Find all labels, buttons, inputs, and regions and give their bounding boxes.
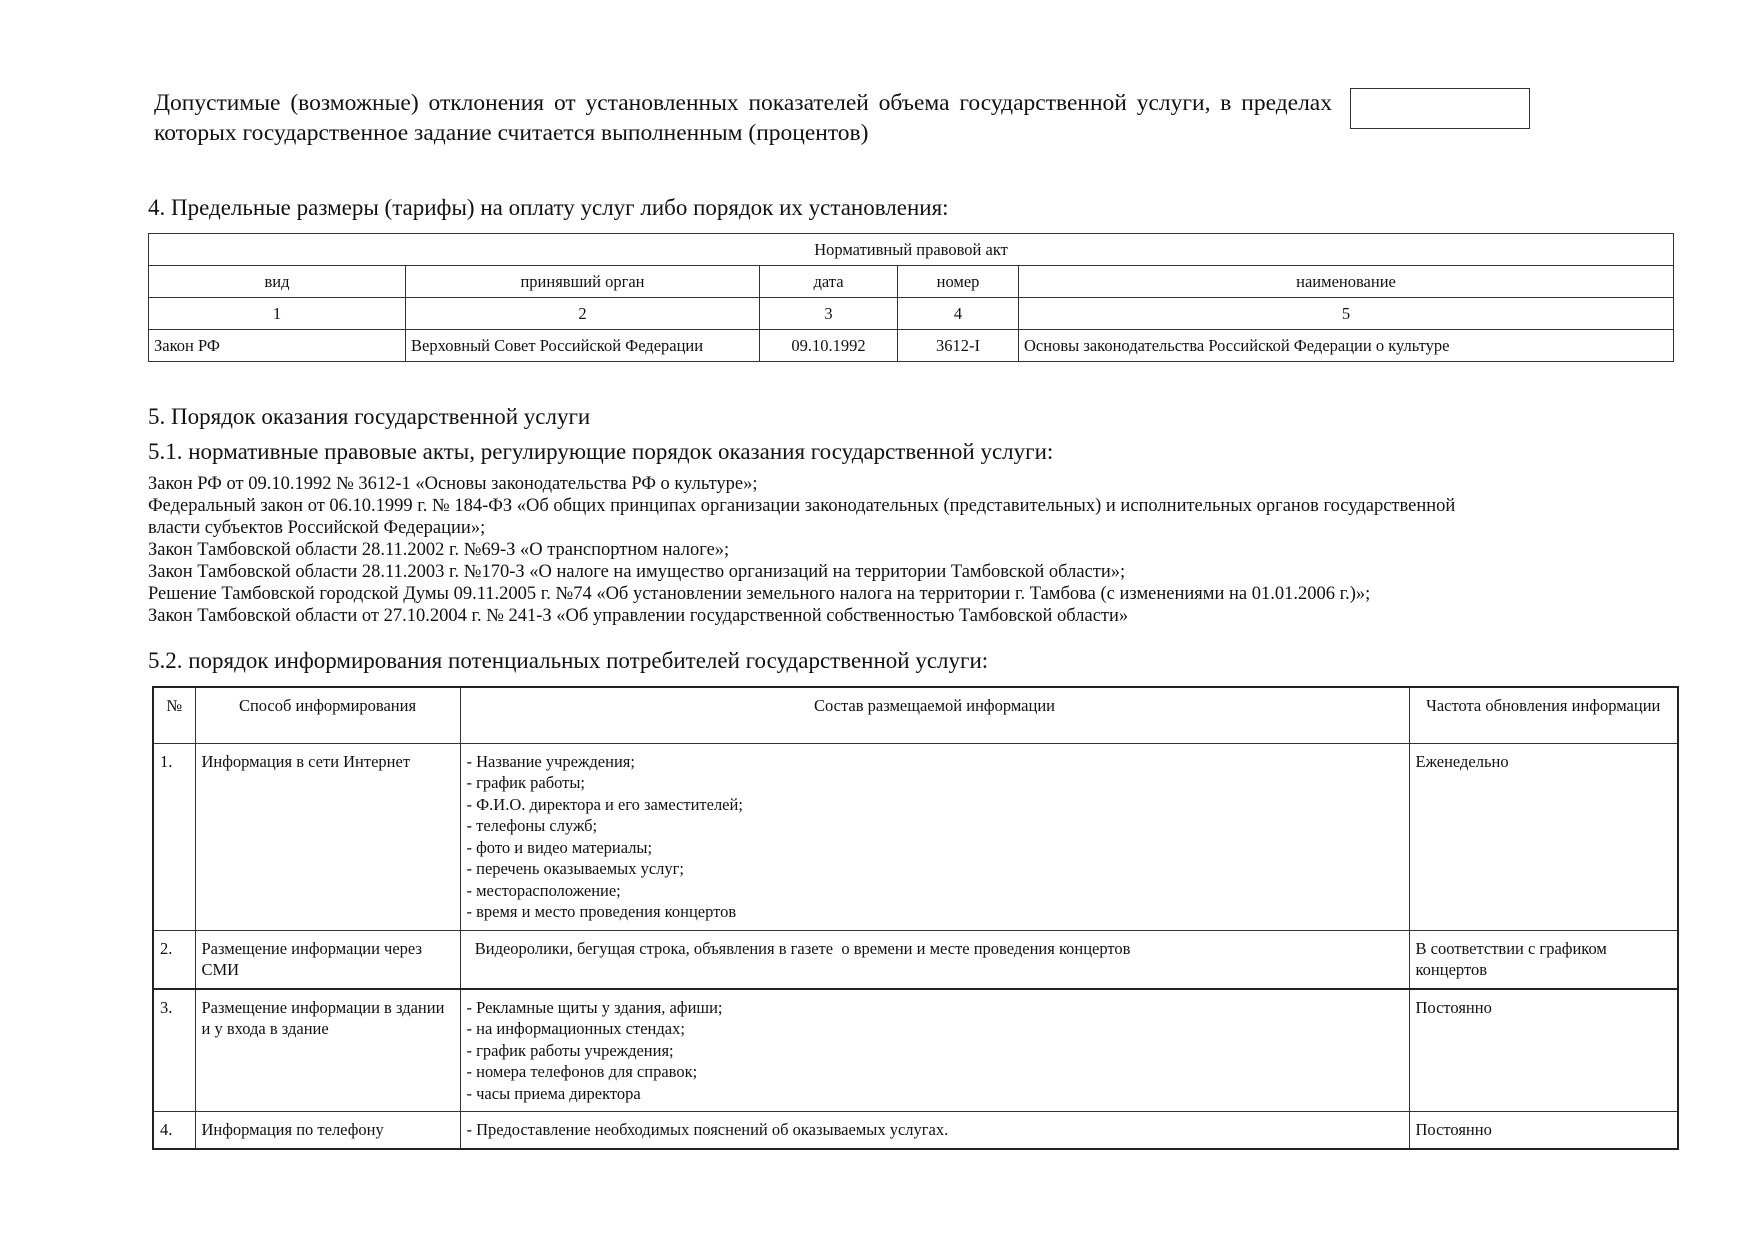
- content-line: - Предоставление необходимых пояснений об оказываемых услугах.: [466, 1120, 949, 1139]
- information-table: [152, 686, 1679, 1150]
- content-line: - перечень оказываемых услуг;: [466, 859, 685, 878]
- info-row-number: 4.: [153, 1112, 195, 1149]
- table-row: [153, 743, 1678, 930]
- legal-act-line: Закон Тамбовской области 28.11.2002 г. №69-З «О транспортном налоге»;: [148, 540, 730, 560]
- tariff-col-number: 2: [406, 298, 760, 330]
- tariff-cell-type: Закон РФ: [149, 330, 406, 362]
- section-5-2-title: 5.2. порядок информирования потенциальных потребителей государственной услуги:: [148, 648, 989, 673]
- tariff-col-header: дата: [760, 266, 898, 298]
- section-4-title: 4. Предельные размеры (тарифы) на оплату услуг либо порядок их установления:: [148, 195, 949, 220]
- section-5-1-title: 5.1. нормативные правовые акты, регулирующие порядок оказания государственной услуги:: [148, 439, 1054, 464]
- tariff-col-header: номер: [898, 266, 1019, 298]
- tariff-col-header: вид: [149, 266, 406, 298]
- info-row-frequency: В соответствии с графиком концертов: [1409, 930, 1678, 989]
- info-header-row: [153, 687, 1678, 743]
- section-5-title: 5. Порядок оказания государственной услуги: [148, 404, 591, 429]
- content-line: - часы приема директора: [466, 1083, 641, 1103]
- content-line: - Ф.И.О. директора и его заместителей;: [466, 794, 743, 814]
- content-line: - Название учреждения;: [466, 751, 635, 771]
- info-row-content: [460, 930, 1409, 989]
- legal-act-line: власти субъектов Российской Федерации»;: [148, 518, 486, 538]
- tariff-cell-authority: Верховный Совет Российской Федерации: [406, 330, 760, 362]
- info-col-header: Состав размещаемой информации: [460, 687, 1409, 743]
- table-row: [149, 330, 1674, 362]
- tariff-col-number: 3: [760, 298, 898, 330]
- tariff-col-header: принявший орган: [406, 266, 760, 298]
- info-row-method: Информация по телефону: [195, 1112, 460, 1149]
- info-col-header: Способ информирования: [195, 687, 460, 743]
- info-row-method: Размещение информации через СМИ: [195, 930, 460, 989]
- tariff-col-number: 1: [149, 298, 406, 330]
- legal-act-line: Федеральный закон от 06.10.1999 г. № 184-ФЗ «Об общих принципах организации законодательных (представительных) и исполнительных органов государственной: [148, 496, 1456, 516]
- tariff-col-number: 5: [1019, 298, 1674, 330]
- info-row-content: [460, 743, 1409, 930]
- info-row-frequency: Постоянно: [1409, 1112, 1678, 1149]
- deviation-text: Допустимые (возможные) отклонения от установленных показателей объема государственной услуги, в пределах которых государственное задание считается выполненным (процентов): [154, 90, 1332, 146]
- info-row-frequency: Еженедельно: [1409, 743, 1678, 930]
- info-row-content: [460, 1112, 1409, 1149]
- content-line: - месторасположение;: [466, 880, 621, 900]
- tariff-number-row: [149, 298, 1674, 330]
- legal-act-line: Закон Тамбовской области 28.11.2003 г. №170-З «О налоге на имущество организаций на территории Тамбовской области»;: [148, 562, 1126, 582]
- table-row: [153, 1112, 1678, 1149]
- info-row-number: 1.: [153, 743, 195, 930]
- info-col-header: №: [153, 687, 195, 743]
- legal-acts-list: [148, 473, 1455, 627]
- info-row-method: Информация в сети Интернет: [195, 743, 460, 930]
- content-line: - фото и видео материалы;: [466, 837, 653, 857]
- tariff-cell-name: Основы законодательства Российской Федерации о культуре: [1019, 330, 1674, 362]
- tariff-group-header-row: [149, 234, 1674, 266]
- tariff-group-header: Нормативный правовой акт: [149, 234, 1674, 266]
- tariff-col-header: наименование: [1019, 266, 1674, 298]
- legal-act-line: Решение Тамбовской городской Думы 09.11.2005 г. №74 «Об установлении земельного налога на территории г. Тамбова (с изменениями на 01.01.2006 г.)»;: [148, 584, 1371, 604]
- tariff-cell-date: 09.10.1992: [760, 330, 898, 362]
- table-row: [153, 989, 1678, 1112]
- tariff-table: [148, 233, 1674, 362]
- content-line: - номера телефонов для справок;: [466, 1062, 698, 1081]
- content-line: - Рекламные щиты у здания, афиши;: [466, 997, 723, 1017]
- legal-act-line: Закон РФ от 09.10.1992 № 3612-1 «Основы законодательства РФ о культуре»;: [148, 474, 758, 494]
- content-line: - график работы;: [466, 773, 586, 792]
- info-row-frequency: Постоянно: [1409, 989, 1678, 1112]
- tariff-col-number: 4: [898, 298, 1019, 330]
- content-line: - на информационных стендах;: [466, 1019, 685, 1038]
- content-line: - время и место проведения концертов: [466, 902, 737, 921]
- content-line: - телефоны служб;: [466, 816, 598, 835]
- tariff-header-row: [149, 266, 1674, 298]
- info-row-number: 3.: [153, 989, 195, 1112]
- deviation-value-box[interactable]: [1350, 88, 1530, 129]
- info-row-method: Размещение информации в здании и у входа в здание: [195, 989, 460, 1112]
- info-row-number: 2.: [153, 930, 195, 989]
- info-row-content: [460, 989, 1409, 1112]
- content-line: Видеоролики, бегущая строка, объявления в газете о времени и месте проведения концертов: [466, 938, 1131, 958]
- table-row: [153, 930, 1678, 989]
- legal-act-line: Закон Тамбовской области от 27.10.2004 г. № 241-З «Об управлении государственной собственностью Тамбовской области»: [148, 606, 1129, 626]
- tariff-cell-number: 3612-I: [898, 330, 1019, 362]
- content-line: - график работы учреждения;: [466, 1040, 674, 1060]
- info-col-header: Частота обновления информации: [1409, 687, 1678, 743]
